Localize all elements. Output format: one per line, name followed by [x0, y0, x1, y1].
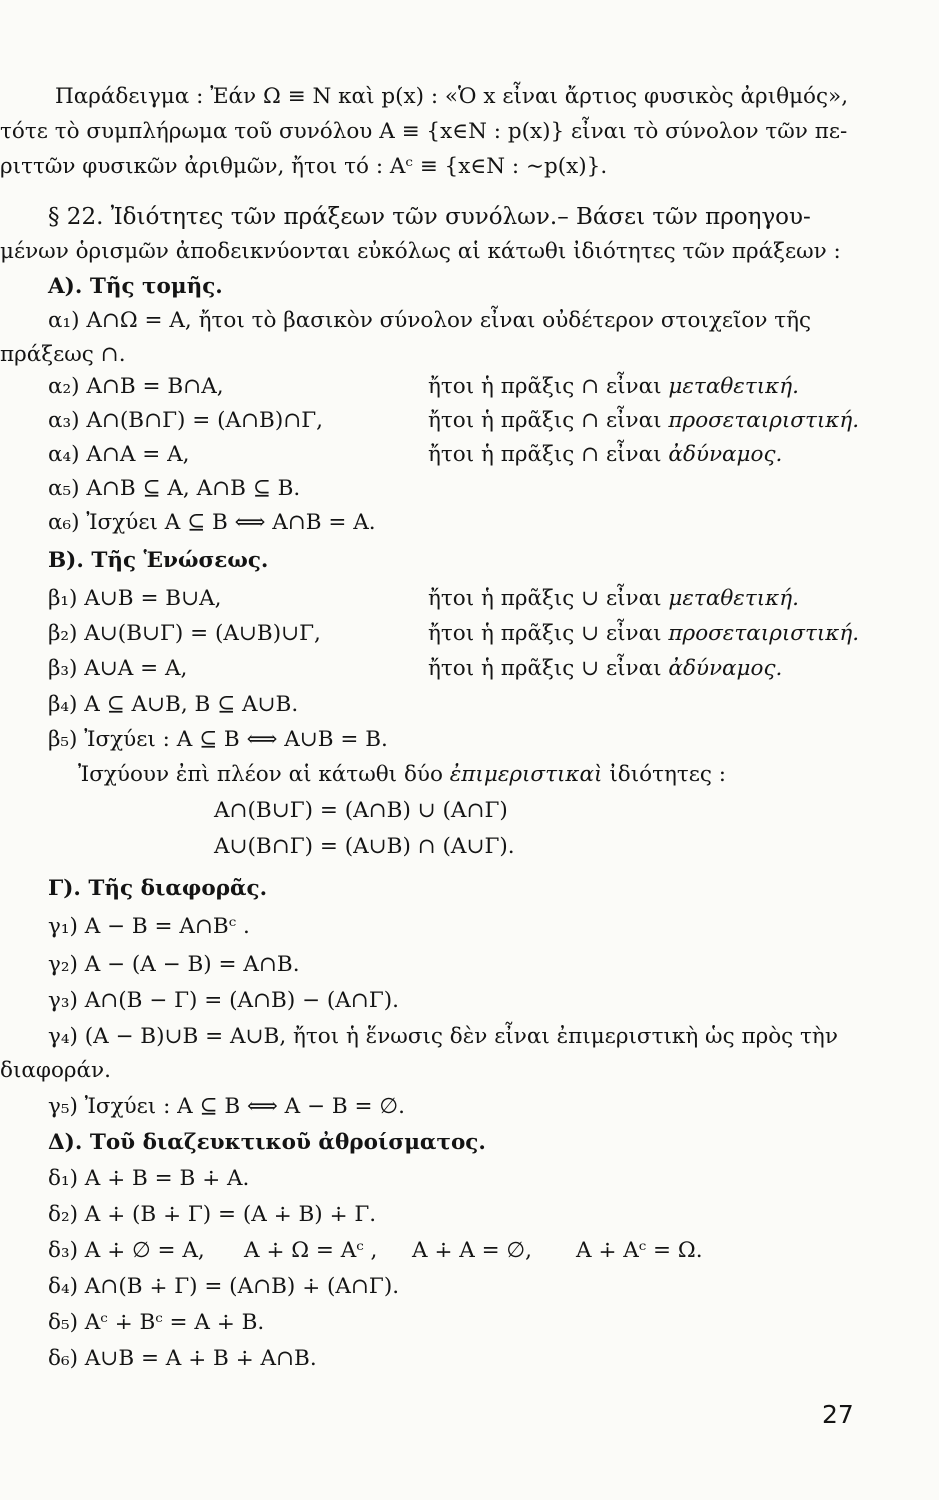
property-g5: γ₅) Ἰσχύει : A ⊆ B ⟺ A − B = ∅. — [48, 1094, 405, 1119]
property-a4 — [48, 440, 783, 470]
property-a2-formula: α₂) A∩B = B∩A, — [48, 374, 224, 399]
section-intro: μένων ὁρισμῶν ἀποδεικνύονται εὐκόλως αἱ κάτωθι ἰδιότητες τῶν πράξεων : — [0, 239, 841, 264]
subsection-d-heading: Δ). Τοῦ διαζευκτικοῦ ἀθροίσματος. — [48, 1130, 486, 1155]
property-b1-formula: β₁) A∪B = B∪A, — [48, 586, 222, 611]
property-d1: δ₁) A ∔ B = B ∔ A. — [48, 1166, 250, 1191]
property-d3-part-4: A ∔ Aᶜ = Ω. — [576, 1238, 703, 1263]
property-g4-continued: διαφοράν. — [0, 1058, 111, 1083]
example-line-3: ριττῶν φυσικῶν ἀριθμῶν, ἤτοι τό : Aᶜ ≡ {x∈N : ∼p(x)}. — [0, 154, 608, 179]
property-g2: γ₂) A − (A − B) = A∩B. — [48, 952, 300, 977]
property-b2 — [48, 619, 860, 649]
section-22-heading: § 22. Ἰδιότητες τῶν πράξεων τῶν συνόλων.– Βάσει τῶν προηγου- — [48, 204, 811, 230]
property-b4: β₄) A ⊆ A∪B, B ⊆ A∪B. — [48, 692, 299, 717]
property-a4-formula: α₄) A∩A = A, — [48, 442, 190, 467]
property-b3-formula: β₃) A∪A = A, — [48, 656, 188, 681]
property-a3-formula: α₃) A∩(B∩Γ) = (A∩B)∩Γ, — [48, 408, 323, 433]
property-a2 — [48, 372, 799, 402]
property-d5: δ₅) Aᶜ ∔ Bᶜ = A ∔ B. — [48, 1310, 265, 1335]
property-b1 — [48, 584, 799, 614]
property-a5: α₅) A∩B ⊆ A, A∩B ⊆ B. — [48, 476, 301, 501]
property-b3 — [48, 654, 783, 684]
property-a1-continued: πράξεως ∩. — [0, 342, 126, 367]
example-line-1: Παράδειγμα : Ἐάν Ω ≡ N καὶ p(x) : «Ὁ x εἶναι ἄρτιος φυσικὸς ἀριθμός», — [55, 84, 849, 109]
example-line-2: τότε τὸ συμπλήρωμα τοῦ συνόλου A ≡ {x∈N : p(x)} εἶναι τὸ σύνολον τῶν πε- — [0, 119, 848, 144]
property-b3-remark: ἤτοι ἡ πρᾶξις ∪ εἶναι ἀδύναμος. — [428, 656, 783, 681]
property-b2-formula: β₂) A∪(B∪Γ) = (A∪B)∪Γ, — [48, 621, 321, 646]
property-d3-part-1: δ₃) A ∔ ∅ = A, — [48, 1238, 205, 1263]
property-a6: α₆) Ἰσχύει A ⊆ B ⟺ A∩B = A. — [48, 510, 376, 535]
property-a4-remark: ἤτοι ἡ πρᾶξις ∩ εἶναι ἀδύναμος. — [428, 442, 783, 467]
property-d2: δ₂) A ∔ (B ∔ Γ) = (A ∔ B) ∔ Γ. — [48, 1202, 377, 1227]
property-d3-part-2: A ∔ Ω = Aᶜ , — [244, 1238, 378, 1263]
property-a2-remark: ἤτοι ἡ πρᾶξις ∩ εἶναι μεταθετική. — [428, 374, 799, 399]
property-d4: δ₄) A∩(B ∔ Γ) = (A∩B) ∔ (A∩Γ). — [48, 1274, 400, 1299]
property-d3-part-3: A ∔ A = ∅, — [412, 1238, 532, 1263]
distributive-law-1: A∩(B∪Γ) = (A∩B) ∪ (A∩Γ) — [214, 798, 508, 823]
property-g4: γ₄) (A − B)∪B = A∪B, ἤτοι ἡ ἕνωσις δὲν εἶναι ἐπιμεριστικὴ ὡς πρὸς τὴν — [48, 1024, 838, 1049]
property-d3 — [48, 1236, 703, 1266]
subsection-a-heading: Α). Τῆς τομῆς. — [48, 274, 223, 299]
property-b1-remark: ἤτοι ἡ πρᾶξις ∪ εἶναι μεταθετική. — [428, 586, 799, 611]
subsection-b-heading: Β). Τῆς Ἑνώσεως. — [48, 548, 269, 573]
property-a3-remark: ἤτοι ἡ πρᾶξις ∩ εἶναι προσεταιριστική. — [428, 408, 860, 433]
distributive-term: ἐπιμεριστικαὶ — [449, 762, 603, 787]
property-d6: δ₆) A∪B = A ∔ B ∔ A∩B. — [48, 1346, 317, 1371]
distributive-intro: Ἰσχύουν ἐπὶ πλέον αἱ κάτωθι δύο ἐπιμεριστικαὶ ἰδιότητες : — [78, 762, 727, 787]
property-b5: β₅) Ἰσχύει : A ⊆ B ⟺ A∪B = B. — [48, 727, 388, 752]
distributive-law-2: A∪(B∩Γ) = (A∪B) ∩ (A∪Γ). — [214, 834, 515, 859]
property-a3 — [48, 406, 860, 436]
property-a1: α₁) A∩Ω = A, ἤτοι τὸ βασικὸν σύνολον εἶναι οὐδέτερον στοιχεῖον τῆς — [48, 308, 812, 333]
subsection-g-heading: Γ). Τῆς διαφορᾶς. — [48, 876, 268, 901]
property-g1: γ₁) A − B = A∩Bᶜ . — [48, 914, 250, 939]
property-g3: γ₃) A∩(B − Γ) = (A∩B) − (A∩Γ). — [48, 988, 399, 1013]
page-number: 27 — [822, 1400, 854, 1429]
property-b2-remark: ἤτοι ἡ πρᾶξις ∪ εἶναι προσεταιριστική. — [428, 621, 860, 646]
